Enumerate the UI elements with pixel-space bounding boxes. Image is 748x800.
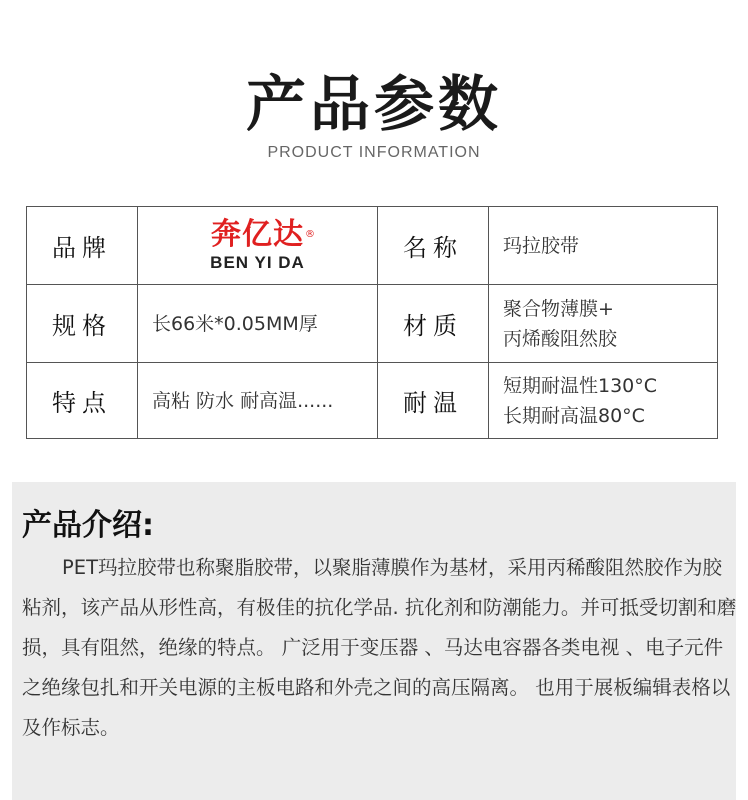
temperature-value [489, 363, 718, 439]
material-value [489, 285, 718, 363]
brand-logo [138, 207, 378, 285]
feature-value: 高粘 防水 耐高温...... [138, 363, 378, 439]
feature-label: 特点 [27, 363, 138, 439]
product-intro-section [12, 482, 736, 800]
material-label: 材质 [378, 285, 489, 363]
registered-mark: ® [305, 228, 316, 240]
table-row [27, 207, 718, 285]
spec-value: 长66米*0.05MM厚 [138, 285, 378, 363]
intro-title: 产品介绍: [22, 508, 154, 543]
name-label: 名称 [378, 207, 489, 285]
brand-logo-cn: 奔亿达 ® [211, 216, 316, 252]
temperature-line-2: 长期耐高温80°C [503, 404, 645, 427]
spec-label: 规格 [27, 285, 138, 363]
page-subtitle: PRODUCT INFORMATION [267, 144, 481, 161]
name-value: 玛拉胶带 [489, 207, 718, 285]
brand-logo-en: BEN YI DA [210, 252, 305, 272]
intro-body: PET玛拉胶带也称聚脂胶带，以聚脂薄膜作为基材，采用丙稀酸阻然胶作为胶粘剂，该产品从形性高，有极佳的抗化学品. 抗化剂和防潮能力。并可抵受切割和磨损，具有阻然，绝缘的特点。 广泛用于变压器 、马达电容器各类电视 、电子元件之绝缘包扎和开关电源的主板电路和外壳之间的高压隔离。 也用于展板编辑表格以及作标志。 [22, 556, 737, 739]
table-row [27, 285, 718, 363]
temperature-line-1: 短期耐温性130°C [503, 374, 658, 397]
table-row [27, 363, 718, 439]
temperature-label: 耐温 [378, 363, 489, 439]
brand-label: 品牌 [27, 207, 138, 285]
material-line-2: 丙烯酸阻然胶 [503, 327, 618, 350]
page-title: 产品参数 [246, 70, 502, 140]
material-line-1: 聚合物薄膜+ [503, 297, 614, 320]
header [0, 0, 748, 190]
product-params-table [26, 206, 718, 439]
